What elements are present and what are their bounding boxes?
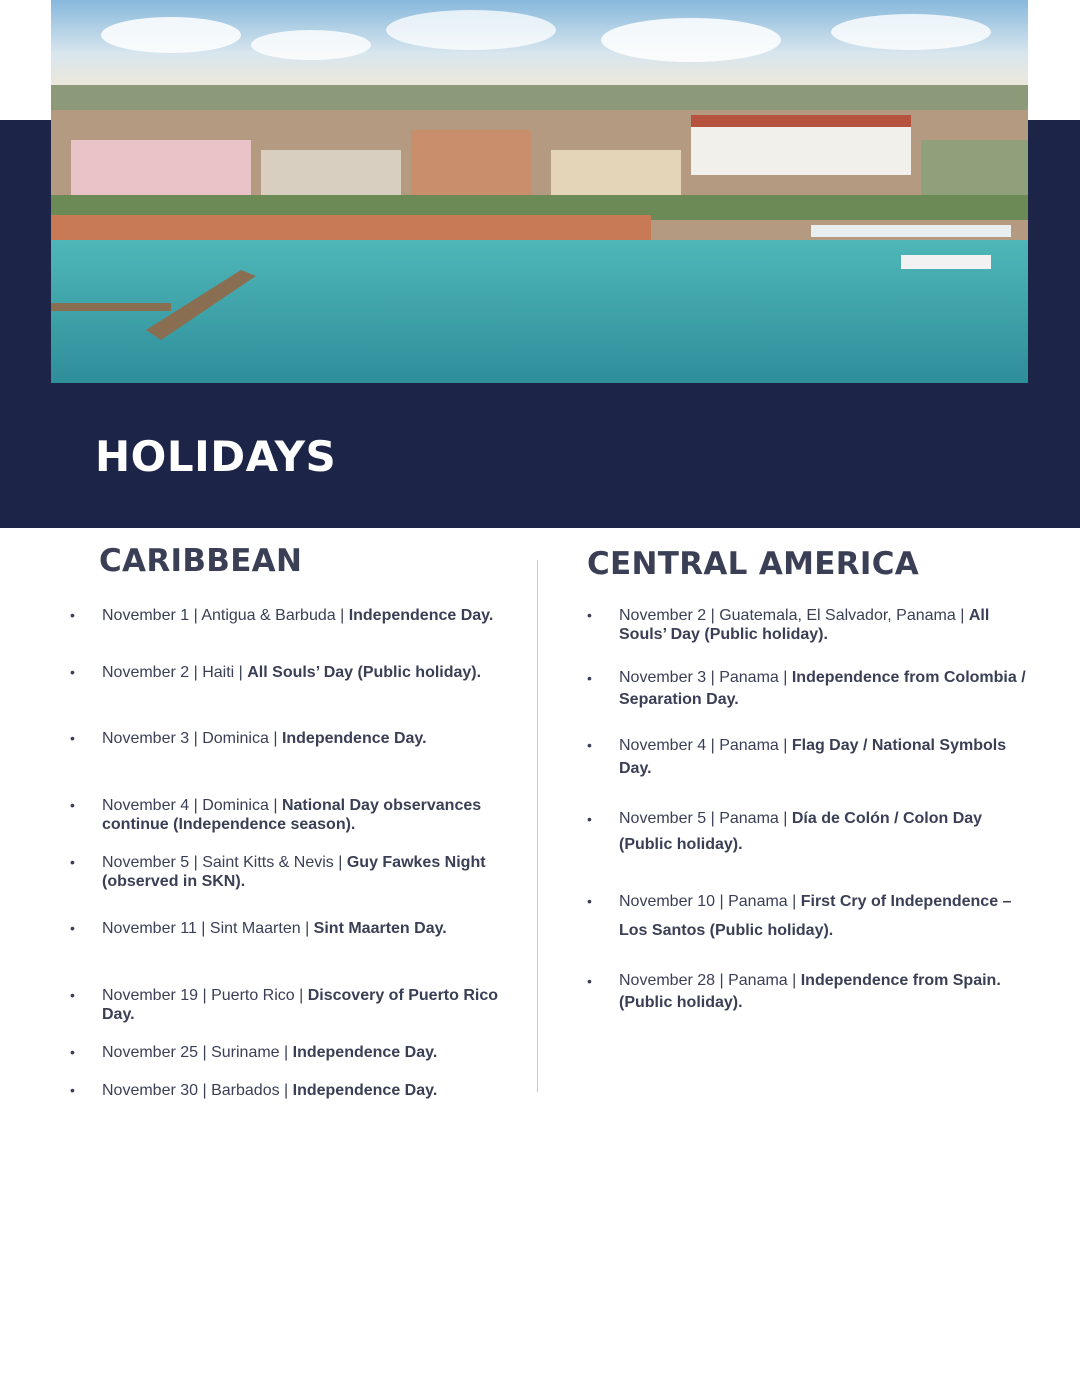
bullet-icon: •	[70, 1082, 75, 1098]
bullet-icon: •	[70, 607, 75, 623]
bullet-icon: •	[70, 797, 75, 813]
bullet-icon: •	[70, 1044, 75, 1060]
bullet-icon: •	[70, 730, 75, 746]
bullet-icon: •	[587, 737, 592, 753]
page-title: HOLIDAYS	[95, 432, 337, 481]
list-item: • November 4 | Dominica | National Day observances continue (Independence season).	[70, 797, 482, 833]
list-item: • November 28 | Panama | Independence from Spain. (Public holiday).	[587, 972, 1001, 1011]
bullet-icon: •	[587, 811, 592, 827]
list-item: • November 19 | Puerto Rico | Discovery of Puerto Rico Day.	[70, 987, 499, 1023]
harbor-photo	[51, 0, 1028, 383]
bullet-icon: •	[70, 987, 75, 1003]
list-item: • November 2 | Guatemala, El Salvador, Panama | All Souls’ Day (Public holiday).	[587, 607, 990, 643]
bullet-icon: •	[587, 607, 592, 623]
central-america-heading: CENTRAL AMERICA	[587, 546, 920, 582]
bullet-icon: •	[587, 670, 592, 686]
bullet-icon: •	[70, 664, 75, 680]
column-divider	[537, 560, 538, 1092]
bullet-icon: •	[587, 973, 592, 989]
list-item: • November 2 | Haiti | All Souls’ Day (Public holiday).	[70, 664, 482, 681]
list-item: • November 25 | Suriname | Independence Day.	[70, 1044, 438, 1061]
list-item: • November 10 | Panama | First Cry of Independence – Los Santos (Public holiday).	[619, 887, 1029, 945]
list-item: • November 3 | Dominica | Independence Day.	[70, 730, 427, 747]
list-item: • November 4 | Panama | Flag Day / National Symbols Day.	[619, 734, 1029, 780]
bullet-icon: •	[587, 893, 592, 909]
bullet-icon: •	[70, 854, 75, 870]
list-item: • November 5 | Saint Kitts & Nevis | Guy Fawkes Night (observed in SKN).	[70, 854, 486, 890]
list-item: • November 30 | Barbados | Independence Day.	[70, 1082, 438, 1099]
list-item: • November 1 | Antigua & Barbuda | Independence Day.	[70, 607, 494, 624]
list-item: • November 5 | Panama | Día de Colón / Colon Day (Public holiday).	[619, 806, 1029, 858]
list-item: • November 3 | Panama | Independence from Colombia / Separation Day.	[587, 669, 1026, 708]
list-item: • November 11 | Sint Maarten | Sint Maarten Day.	[70, 920, 447, 937]
caribbean-heading: CARIBBEAN	[99, 543, 303, 579]
bullet-icon: •	[70, 920, 75, 936]
